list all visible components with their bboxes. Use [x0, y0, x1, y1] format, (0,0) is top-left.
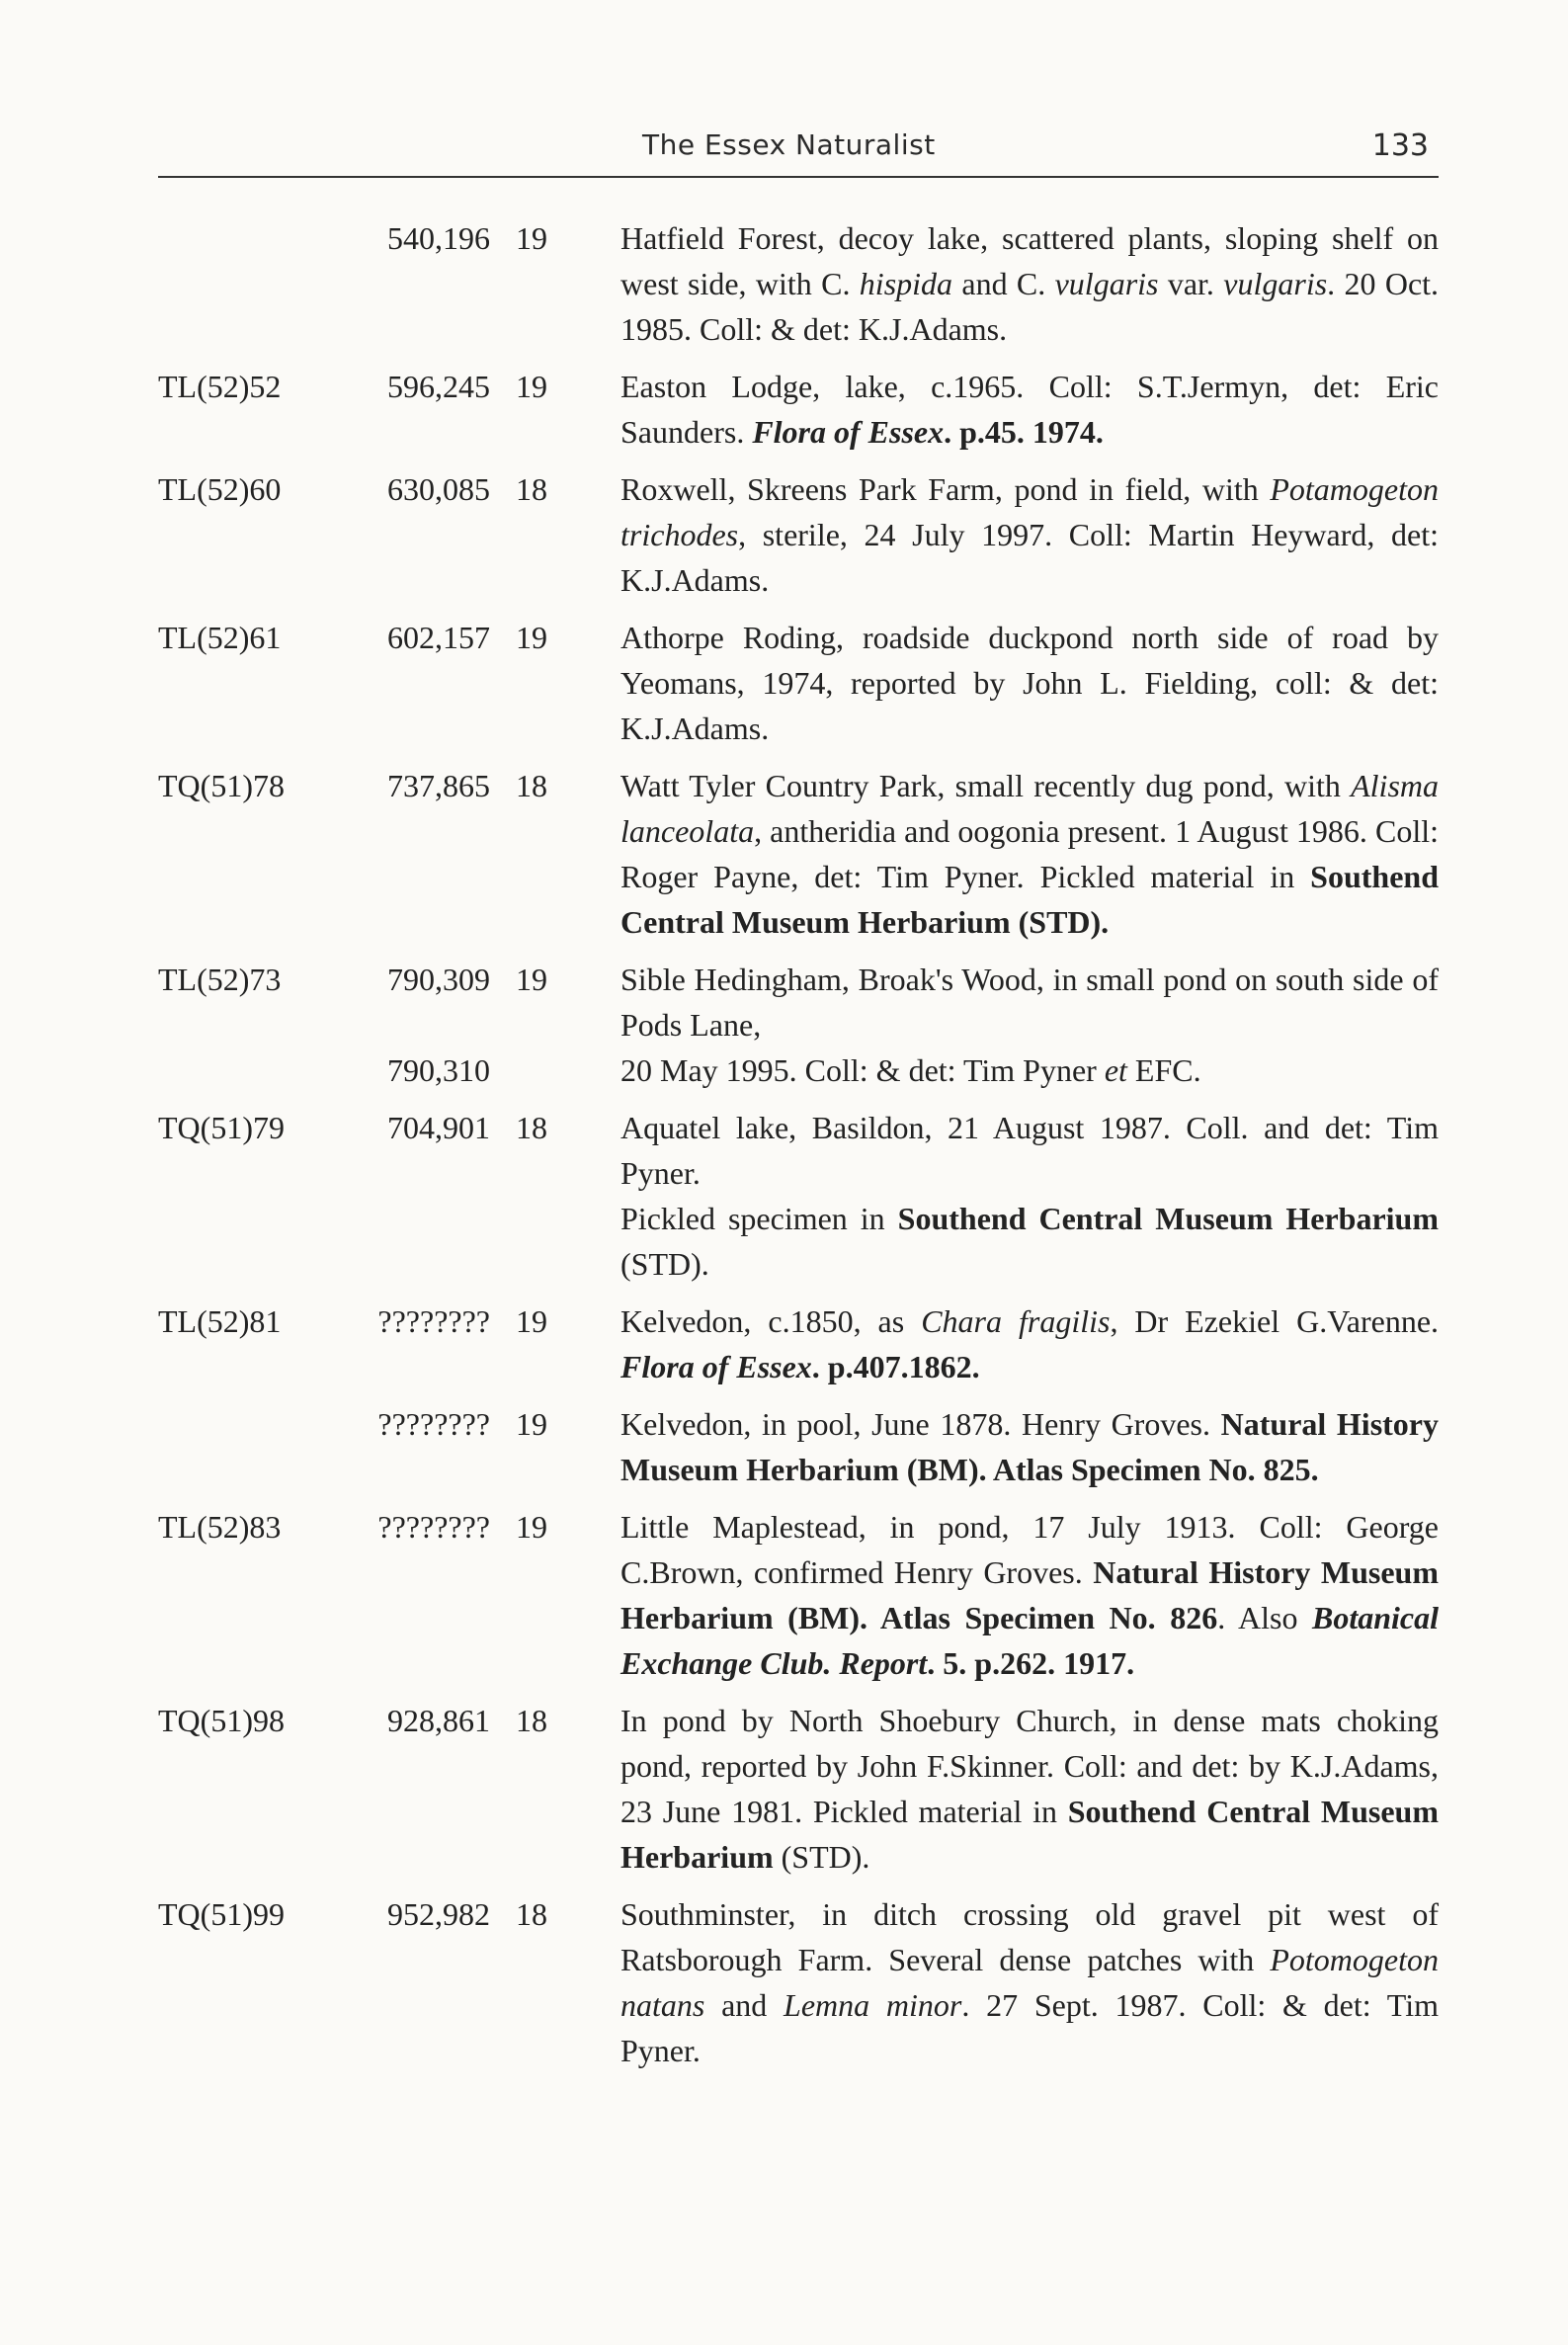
description-paragraph — [620, 466, 1439, 603]
grid-reference: 790,309 — [387, 962, 490, 997]
grid-reference: 952,982 — [387, 1896, 490, 1932]
description-text: and C. — [952, 266, 1055, 301]
record-number: 19 — [516, 369, 547, 404]
description-text: hispida — [859, 266, 953, 301]
record-entry — [158, 957, 1439, 1093]
description-text: Southend Central Museum Herbarium — [897, 1201, 1440, 1236]
description-text: Kelvedon, in pool, June 1878. Henry Groves. — [620, 1406, 1221, 1442]
description-text: Southminster, in ditch crossing old gravel pit west of Ratsborough Farm. Several dense patches with — [620, 1896, 1439, 1977]
grid-square: TL(52)61 — [158, 620, 282, 655]
record-description — [620, 364, 1439, 455]
record-description — [620, 1504, 1439, 1686]
record-entry — [158, 1401, 1439, 1492]
grid-reference: 540,196 — [387, 220, 490, 256]
grid-square: TQ(51)99 — [158, 1896, 285, 1932]
record-description — [620, 763, 1439, 945]
grid-square: TL(52)73 — [158, 962, 282, 997]
grid-reference: 602,157 — [387, 620, 490, 655]
description-paragraph — [620, 1298, 1439, 1389]
record-description — [620, 957, 1439, 1047]
record-number: 19 — [516, 220, 547, 256]
record-description — [620, 1891, 1439, 2073]
record-number: 18 — [516, 1110, 547, 1145]
record-description — [620, 1401, 1439, 1492]
description-text: (STD). — [620, 1246, 709, 1282]
record-entry — [158, 1105, 1439, 1287]
description-text: Easton Lodge, lake, c.1965. Coll: S.T.Jermyn, det: Eric Saunders. — [620, 369, 1439, 450]
record-number: 19 — [516, 1406, 547, 1442]
description-text: Watt Tyler Country Park, small recently dug pond, with — [620, 768, 1352, 803]
description-paragraph — [620, 1891, 1439, 2073]
grid-square: TQ(51)79 — [158, 1110, 285, 1145]
grid-reference: 737,865 — [387, 768, 490, 803]
description-paragraph — [620, 615, 1439, 751]
record-number: 18 — [516, 1703, 547, 1738]
record-entry — [158, 215, 1439, 352]
record-number: 18 — [516, 1896, 547, 1932]
description-paragraph — [620, 1504, 1439, 1686]
record-description — [620, 615, 1439, 751]
description-text: Kelvedon, c.1850, as — [620, 1303, 922, 1339]
journal-title: The Essex Naturalist — [642, 128, 936, 161]
grid-square: TL(52)81 — [158, 1303, 282, 1339]
description-text: Hatfield Forest, decoy lake, scattered plants, sloping shelf on west side, with C. — [620, 220, 1439, 301]
description-text: vulgaris — [1223, 266, 1328, 301]
grid-reference: ???????? — [377, 1509, 490, 1545]
record-entry — [158, 1298, 1439, 1389]
description-paragraph — [620, 1105, 1439, 1196]
description-text: (STD). — [773, 1839, 870, 1875]
record-description — [620, 215, 1439, 352]
description-text: . 5. p.262. 1917. — [927, 1645, 1135, 1681]
grid-square: TL(52)83 — [158, 1509, 282, 1545]
description-text: Athorpe Roding, roadside duckpond north side of road by Yeomans, 1974, reported by John L. Fielding, coll: & det: K.J.Adams. — [620, 620, 1439, 746]
record-number: 18 — [516, 471, 547, 507]
record-number: 19 — [516, 620, 547, 655]
description-text: Little Maplestead, in pond, 17 July 1913. Coll: George C.Brown, confirmed Henry Groves. — [620, 1509, 1439, 1590]
description-text: et — [1104, 1052, 1127, 1088]
description-text: Southend Central Museum Herbarium — [620, 1794, 1440, 1875]
description-paragraph — [620, 957, 1439, 1047]
grid-reference: 704,901 — [387, 1110, 490, 1145]
grid-square: TL(52)60 — [158, 471, 282, 507]
description-paragraph — [620, 763, 1439, 945]
description-text: Botanical Exchange Club. Report — [620, 1600, 1440, 1681]
record-entry — [158, 466, 1439, 603]
description-text: Aquatel lake, Basildon, 21 August 1987. Coll. and det: Tim Pyner. — [620, 1110, 1439, 1191]
description-paragraph — [620, 364, 1439, 455]
header-rule — [158, 176, 1439, 178]
description-paragraph — [620, 215, 1439, 352]
record-entry — [158, 615, 1439, 751]
grid-reference: ???????? — [377, 1303, 490, 1339]
record-description — [620, 1047, 1439, 1093]
grid-square: TQ(51)98 — [158, 1703, 285, 1738]
description-paragraph — [620, 1698, 1439, 1880]
grid-reference: 630,085 — [387, 471, 490, 507]
description-text: Lemna minor — [784, 1987, 962, 2023]
record-description — [620, 1698, 1439, 1880]
description-text: In pond by North Shoebury Church, in dense mats choking pond, reported by John F.Skinner. Coll: and det: by K.J.Adams, 23 June 1981. Pickled material in — [620, 1703, 1439, 1829]
description-paragraph — [620, 1047, 1439, 1093]
record-entry — [158, 364, 1439, 455]
record-description — [620, 466, 1439, 603]
record-entry — [158, 763, 1439, 945]
description-text: , Dr Ezekiel G.Varenne. — [1110, 1303, 1440, 1339]
description-text: . Also — [1217, 1600, 1312, 1635]
description-text: Potamogeton trichodes — [620, 471, 1439, 552]
description-text: . 27 Sept. 1987. Coll: & det: Tim Pyner. — [620, 1987, 1440, 2068]
description-text: EFC. — [1126, 1052, 1201, 1088]
record-entry — [158, 1891, 1439, 2073]
description-text: Flora of Essex — [752, 414, 945, 450]
description-paragraph — [620, 1196, 1439, 1287]
description-text: Flora of Essex — [620, 1349, 812, 1384]
grid-reference: 928,861 — [387, 1703, 490, 1738]
description-text: and — [704, 1987, 784, 2023]
records-list — [158, 215, 1439, 2085]
description-text: var. — [1158, 266, 1224, 301]
description-text: . 20 Oct. 1985. Coll: & det: K.J.Adams. — [620, 266, 1440, 347]
description-text: Sible Hedingham, Broak's Wood, in small pond on south side of Pods Lane, — [620, 962, 1439, 1043]
record-number: 19 — [516, 1303, 547, 1339]
page-number: 133 — [1371, 128, 1429, 163]
description-text: . p.45. 1974. — [944, 414, 1104, 450]
description-text: Potomogeton natans — [620, 1942, 1439, 2023]
description-text: , sterile, 24 July 1997. Coll: Martin Heyward, det: K.J.Adams. — [620, 517, 1439, 598]
record-number: 19 — [516, 962, 547, 997]
grid-square: TQ(51)78 — [158, 768, 285, 803]
description-text: Alisma lanceolata — [620, 768, 1439, 849]
description-text: . p.407.1862. — [811, 1349, 980, 1384]
record-description — [620, 1298, 1439, 1389]
record-number: 18 — [516, 768, 547, 803]
grid-reference: 790,310 — [387, 1052, 490, 1088]
description-paragraph — [620, 1401, 1439, 1492]
record-entry — [158, 1698, 1439, 1880]
grid-reference: ???????? — [377, 1406, 490, 1442]
description-text: Southend Central Museum Herbarium (STD). — [620, 859, 1439, 940]
record-description — [620, 1105, 1439, 1287]
description-text: 20 May 1995. Coll: & det: Tim Pyner — [620, 1052, 1105, 1088]
running-header — [158, 125, 1439, 174]
description-text: Chara fragilis — [921, 1303, 1111, 1339]
description-text: Pickled specimen in — [620, 1201, 898, 1236]
description-text: Natural History Museum Herbarium (BM). Atlas Specimen No. 826 — [620, 1554, 1440, 1635]
grid-reference: 596,245 — [387, 369, 490, 404]
description-text: Roxwell, Skreens Park Farm, pond in field, with — [620, 471, 1271, 507]
grid-square: TL(52)52 — [158, 369, 282, 404]
record-entry — [158, 1504, 1439, 1686]
description-text: , antheridia and oogonia present. 1 August 1986. Coll: Roger Payne, det: Tim Pyner. Pickled material in — [620, 813, 1439, 894]
description-text: vulgaris — [1054, 266, 1159, 301]
record-number: 19 — [516, 1509, 547, 1545]
description-text: Natural History Museum Herbarium (BM). Atlas Specimen No. 825. — [620, 1406, 1440, 1487]
